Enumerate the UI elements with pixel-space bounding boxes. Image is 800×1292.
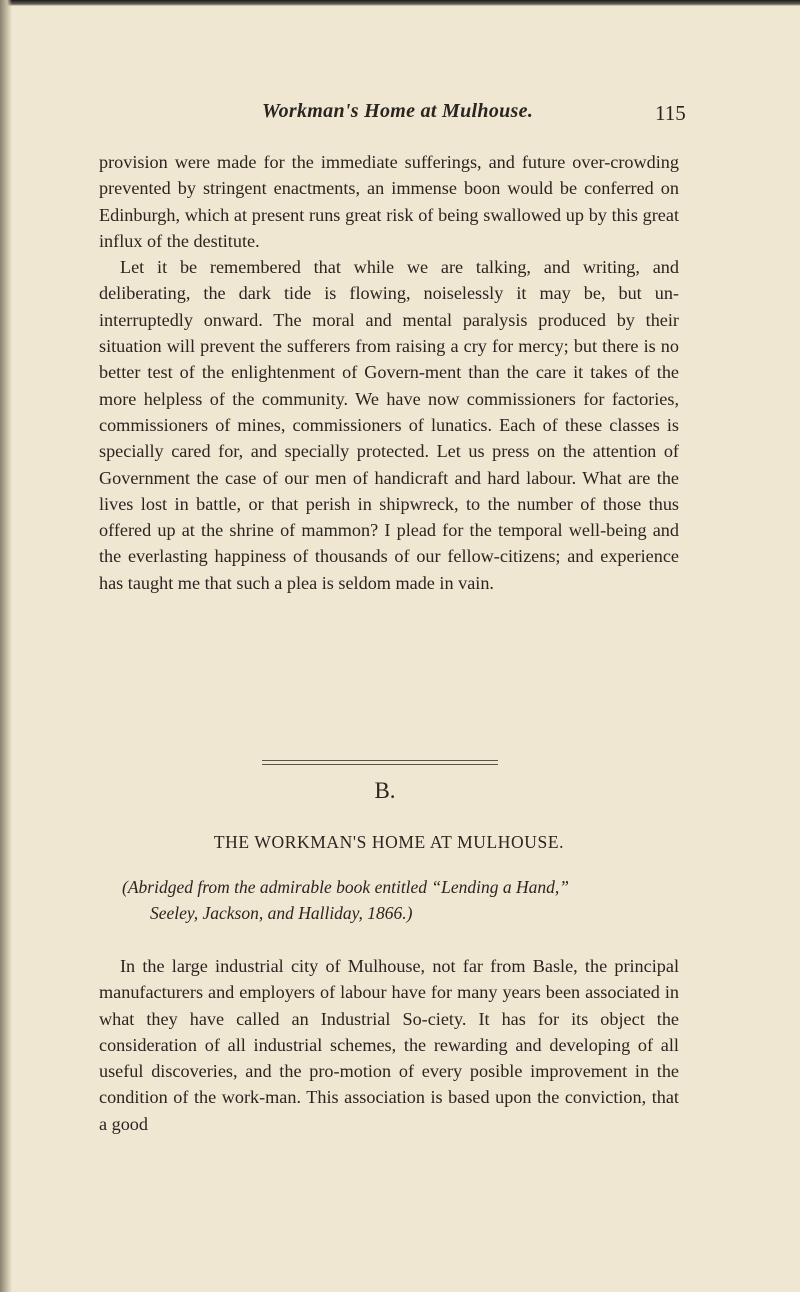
- page-number: 115: [655, 101, 686, 125]
- body-text-top: [99, 149, 679, 596]
- citation-line: (Abridged from the admirable book entitled “Lending a Hand,”: [122, 877, 570, 897]
- running-head: Workman's Home at Mulhouse.: [262, 100, 534, 122]
- section-letter: B.: [374, 778, 396, 803]
- paragraph: Let it be remembered that while we are talking, and writing, and deliberating, the dark tide is flowing, noiselessly it may be, but un-interruptedly onward. The moral and mental paralysis produced by their situation will prevent the sufferers from raising a cry for mercy; but there is no better test of the enlightenment of Govern-ment than the care it takes of the more helpless of the community. We have now commissioners for factories, commissioners of mines, commissioners of lunatics. Each of these classes is specially cared for, and specially protected. Let us press on the attention of Government the case of our men of handicraft and hard labour. What are the lives lost in battle, or that perish in shipwreck, to the number of those thus offered up at the shrine of mammon? I plead for the temporal well-being and the everlasting happiness of thousands of our fellow-citizens; and experience has taught me that such a plea is seldom made in vain.: [99, 257, 679, 593]
- paragraph: In the large industrial city of Mulhouse, not far from Basle, the principal manufacturers and employers of labour have for many years been associated in what they have called an Industrial So-ciety. It has for its object the consideration of all industrial schemes, the rewarding and developing of all useful discoveries, and the pro-motion of every posible improvement in the condition of the work-man. This association is based upon the conviction, that a good: [99, 956, 679, 1134]
- scan-edge-left: [0, 0, 12, 1292]
- citation-line: Seeley, Jackson, and Halliday, 1866.): [150, 903, 413, 923]
- scan-edge-top: [0, 0, 800, 6]
- section-divider: [262, 760, 498, 765]
- section-title: THE WORKMAN'S HOME AT MULHOUSE.: [213, 832, 565, 852]
- paragraph: provision were made for the immediate sufferings, and future over-crowding prevented by stringent enactments, an immense boon would be conferred on Edinburgh, which at present runs great risk of being swallowed up by this great influx of the destitute.: [99, 152, 679, 251]
- body-text-bottom: [99, 953, 679, 1137]
